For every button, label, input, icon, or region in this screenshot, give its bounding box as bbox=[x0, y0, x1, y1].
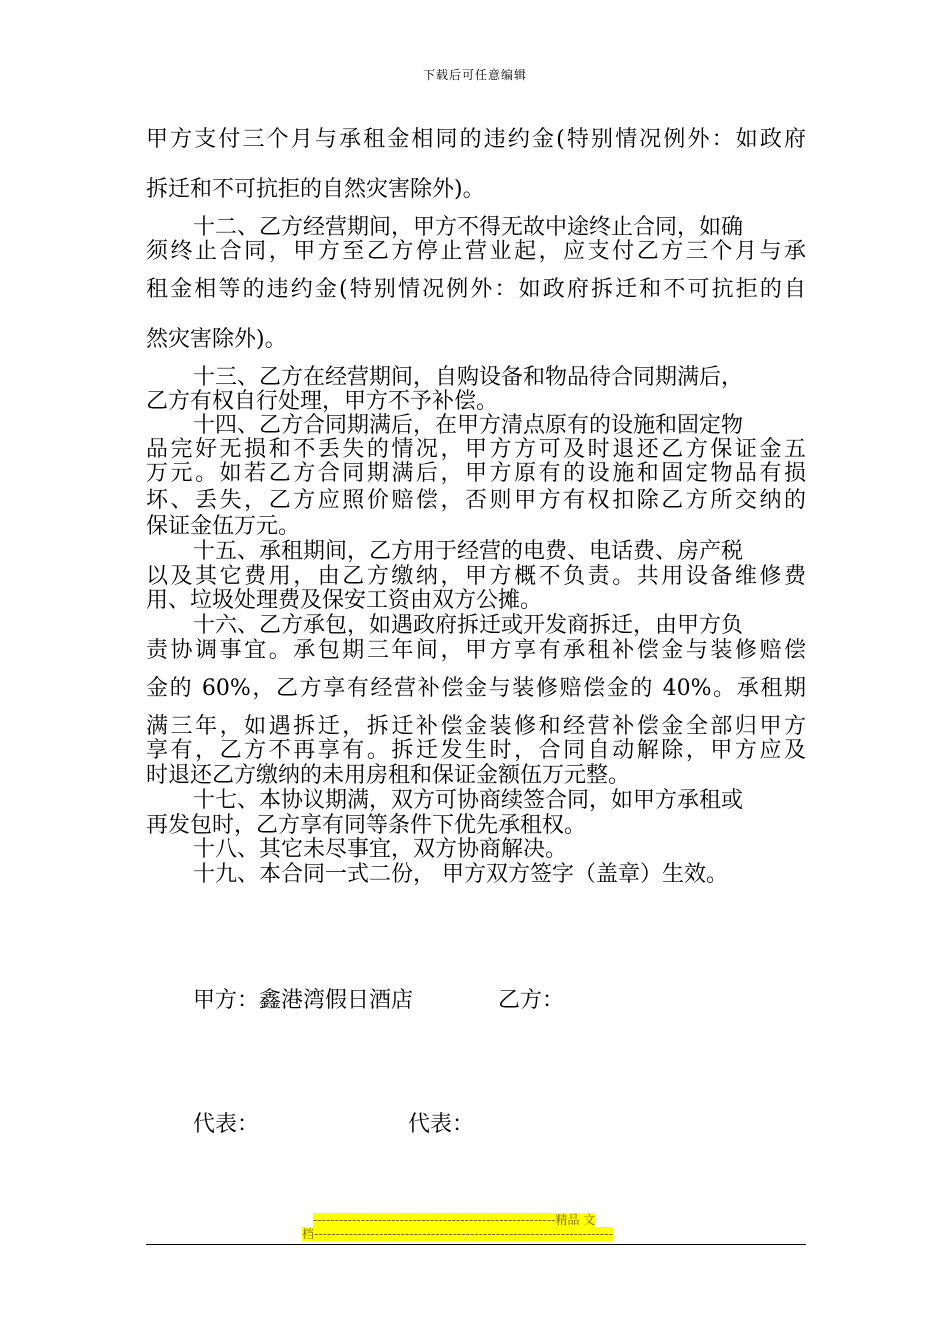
body-line: 保证金伍万元。 bbox=[146, 514, 301, 539]
body-line: 坏、丢失，乙方应照价赔偿，否则甲方有权扣除乙方所交纳的 bbox=[146, 488, 806, 513]
body-line: 享有，乙方不再享有。拆迁发生时，合同自动解除，甲方应及 bbox=[146, 738, 806, 763]
clause-19: 十九、本合同一式二份， 甲方双方签字（盖章）生效。 bbox=[193, 862, 728, 887]
body-line: 责协调事宜。承包期三年间，甲方享有承租补偿金与装修赔偿 bbox=[146, 638, 806, 663]
footer-watermark-line-1: --------------------------------------------------------精品 文 bbox=[313, 1213, 596, 1227]
footer-divider bbox=[146, 1244, 806, 1245]
body-line: 时退还乙方缴纳的未用房租和保证金额伍万元整。 bbox=[146, 763, 631, 788]
page-header: 下载后可任意编辑 bbox=[422, 68, 527, 82]
clause-17-start: 十七、本协议期满，双方可协商续签合同，如甲方承租或 bbox=[193, 788, 744, 813]
party-a-representative: 代表： bbox=[193, 1112, 260, 1137]
body-line: 租金相等的违约金(特别情况例外：如政府拆迁和不可抗拒的自 bbox=[146, 277, 806, 302]
body-line: 甲方支付三个月与承租金相同的违约金(特别情况例外：如政府 bbox=[146, 127, 806, 152]
party-b-signature: 乙方： bbox=[498, 988, 565, 1013]
clause-16-start: 十六、乙方承包，如遇政府拆迁或开发商拆迁，由甲方负 bbox=[193, 613, 744, 638]
body-line: 再发包时，乙方享有同等条件下优先承租权。 bbox=[146, 813, 587, 838]
clause-14-start: 十四、乙方合同期满后，在甲方清点原有的设施和固定物 bbox=[193, 413, 744, 438]
clause-12-start: 十二、乙方经营期间，甲方不得无故中途终止合同，如确 bbox=[193, 215, 744, 240]
clause-13-start: 十三、乙方在经营期间，自购设备和物品待合同期满后， bbox=[193, 365, 744, 390]
party-a-signature: 甲方：鑫港湾假日酒店 bbox=[193, 988, 414, 1013]
body-line: 须终止合同，甲方至乙方停止营业起，应支付乙方三个月与承 bbox=[146, 239, 806, 264]
body-line: 金的 60%，乙方享有经营补偿金与装修赔偿金的 40%。承租期 bbox=[146, 676, 806, 701]
body-line: 拆迁和不可抗拒的自然灾害除外)。 bbox=[146, 177, 485, 202]
footer-watermark-line-2: 档--------------------------------------------------------------------- bbox=[302, 1227, 613, 1241]
clause-15-start: 十五、承租期间，乙方用于经营的电费、电话费、房产税 bbox=[193, 539, 744, 564]
body-line: 以及其它费用，由乙方缴纳，甲方概不负责。共用设备维修费 bbox=[146, 564, 806, 589]
body-line: 用、垃圾处理费及保安工资由双方公摊。 bbox=[146, 588, 543, 613]
party-b-representative: 代表： bbox=[408, 1112, 475, 1137]
body-line: 然灾害除外)。 bbox=[146, 327, 287, 352]
clause-18: 十八、其它未尽事宜，双方协商解决。 bbox=[193, 837, 568, 862]
body-line: 乙方有权自行处理，甲方不予补偿。 bbox=[146, 389, 499, 414]
body-line: 万元。如若乙方合同期满后，甲方原有的设施和固定物品有损 bbox=[146, 461, 806, 486]
body-line: 满三年，如遇拆迁，拆迁补偿金装修和经营补偿金全部归甲方 bbox=[146, 714, 806, 739]
body-line: 品完好无损和不丢失的情况，甲方方可及时退还乙方保证金五 bbox=[146, 437, 806, 462]
